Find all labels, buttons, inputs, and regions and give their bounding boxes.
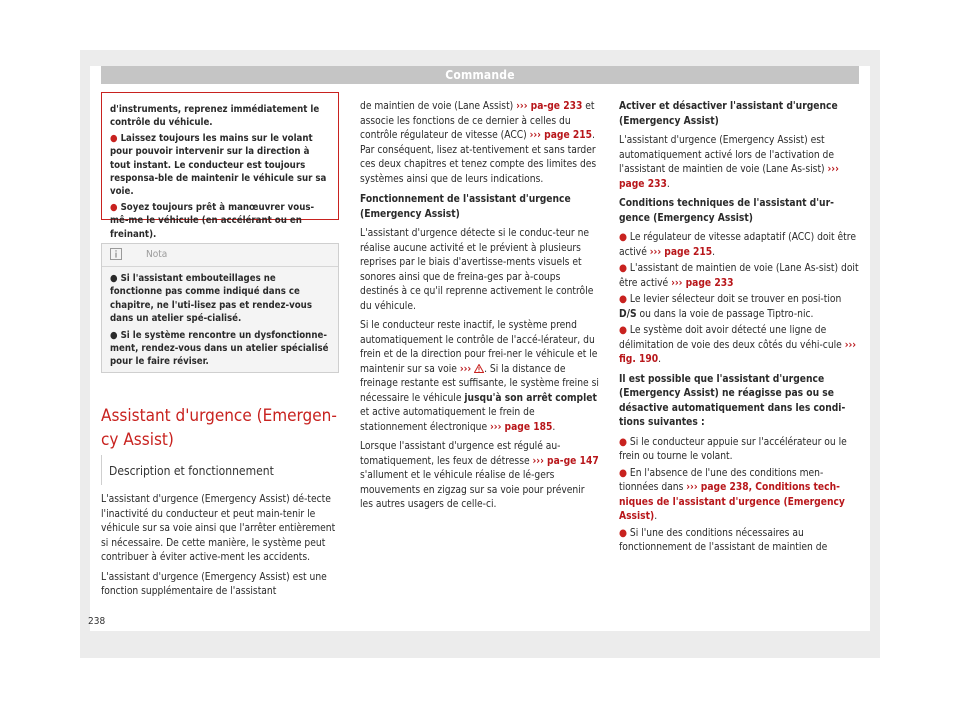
page-link[interactable]: ››› page 185 (490, 421, 553, 433)
list-item (619, 527, 859, 556)
paragraph (360, 100, 600, 187)
subtitle-divider (101, 455, 102, 485)
column-2 (360, 100, 600, 518)
section-title: Assistant d'urgence (Emergen-cy Assist) (101, 406, 337, 450)
page-link[interactable]: ››› pa-ge 147 (532, 455, 599, 467)
text: ou dans la voie de passage Tiptro-nic. (636, 308, 814, 320)
note-box (101, 243, 339, 373)
paragraph: L'assistant d'urgence (Emergency Assist) est une fonction supplémentaire de l'assistant (101, 571, 327, 597)
paragraph (619, 134, 859, 192)
paragraph: L'assistant d'urgence (Emergency Assist) dé-tecte l'inactivité du conducteur et peut main-tenir le véhicule sur sa voie ainsi que l'arrêter entièrement si nécessaire. De cette manière, le système peut contribuer à éviter active-ment les accidents. (101, 494, 336, 563)
note-text: Si l'assistant embouteillages ne fonctionne pas comme indiqué dans ce chapitre, ne l'uti-lisez pas et rendez-vous dans un atelier spé-cialisé. (110, 273, 312, 325)
bullet-icon: ● (619, 325, 627, 336)
text: et associe les fonctions de ce dernier à celles du contrôle régulateur de vitesse (ACC) (360, 101, 595, 141)
bullet-icon: ● (110, 273, 118, 284)
page-link[interactable]: ››› page 215 (529, 130, 592, 141)
emphasis: D/S (619, 308, 637, 320)
figure-link[interactable]: ››› fig. 190 (619, 339, 857, 365)
text: Si le conducteur appuie sur l'accélérateur ou le frein ou tourne le volant. (619, 436, 847, 462)
warning-text: Laissez toujours les mains sur le volant pour pouvoir intervenir sur la direction à tout instant. Le conducteur est toujours responsa-ble de maintenir le véhicule sur sa voie. (110, 132, 327, 198)
list-item (619, 467, 859, 525)
text: . Si la distance de freinage restante est suffisante, le système freine si nécessaire le véhicule (360, 363, 599, 404)
warning-bullet-item (110, 132, 330, 199)
note-item (110, 272, 330, 326)
subheading: Il est possible que l'assistant d'urgence (Emergency Assist) ne réagisse pas ou se désactive automatiquement dans les condi-tions suivantes : (619, 373, 846, 428)
page-link[interactable]: ››› pa-ge 233 (516, 101, 583, 112)
note-title: Nota (146, 249, 168, 260)
text: Si l'une des conditions nécessaires au fonctionnement de l'assistant de maintien de (619, 527, 828, 553)
text: de maintien de voie (Lane Assist) (360, 101, 517, 112)
bullet-icon: ● (619, 436, 627, 448)
text: s'allument et le véhicule réalise de lé-gers mouvements en zigzag sur sa voie pour prévenir les autres usagers de celle-ci. (360, 470, 585, 510)
page-number: 238 (88, 616, 106, 627)
running-header: Commande (101, 66, 859, 84)
warning-link[interactable]: ››› (459, 363, 472, 375)
bullet-icon: ● (110, 329, 118, 341)
note-item (110, 329, 330, 369)
warning-text: Soyez toujours prêt à manœuvrer vous-mê-me le véhicule (en accélérant ou en freinant). (110, 201, 315, 240)
text: Le régulateur de vitesse adaptatif (ACC) doit être activé (619, 232, 856, 258)
warning-box (101, 92, 339, 240)
warning-triangle-icon (474, 364, 484, 373)
text: . (712, 246, 716, 258)
subheading: Fonctionnement de l'assistant d'urgence (Emergency Assist) (360, 194, 571, 220)
list-item (619, 262, 859, 291)
page-link[interactable]: ››› page 233 (619, 164, 839, 190)
bullet-icon: ● (110, 201, 118, 213)
page-link[interactable]: ››› page 215 (649, 246, 713, 258)
bullet-icon: ● (619, 294, 627, 305)
note-text: Si le système rencontre un dysfonctionne-ment, rendez-vous dans un atelier spécialisé pour le faire réviser. (110, 329, 329, 368)
paragraph (360, 440, 600, 513)
page-link[interactable]: ››› page 233 (671, 277, 734, 289)
warning-bullet-item (110, 201, 330, 241)
list-item (619, 324, 859, 368)
bullet-icon: ● (110, 132, 118, 144)
paragraph: L'assistant d'urgence détecte si le conduc-teur ne réalise aucune activité et le prévient à plusieurs reprises par le biais d'avertisse-ments visuels et sonores ainsi que de freina-ges par à-coups destinés à ce qu'il reprenne activement le contrôle du véhicule. (360, 228, 594, 312)
paragraph (360, 319, 600, 435)
text: . (658, 354, 662, 365)
text: Le système doit avoir détecté une ligne de délimitation de voie des deux côtés du véhi-cule (619, 325, 845, 351)
info-icon (110, 248, 122, 260)
warning-line: d'instruments, reprenez immédiatement le contrôle du véhicule. (110, 104, 320, 129)
bullet-icon: ● (619, 263, 627, 274)
bullet-icon: ● (619, 467, 627, 479)
text: Le levier sélecteur doit se trouver en posi-tion (629, 294, 842, 305)
text: L'assistant d'urgence (Emergency Assist) est automatiquement activé lors de l'activation de l'assistant de maintien de voie (Lane As-sist) (619, 135, 835, 175)
text: . (654, 511, 658, 522)
bullet-icon: ● (619, 232, 627, 243)
subheading: Activer et désactiver l'assistant d'urgence (Emergency Assist) (619, 101, 838, 127)
subheading: Conditions techniques de l'assistant d'ur-gence (Emergency Assist) (619, 198, 834, 224)
note-body (102, 267, 338, 369)
text: . (552, 421, 556, 433)
list-item (619, 293, 859, 322)
text: . (666, 178, 670, 190)
column-3 (619, 100, 859, 561)
text: Si le conducteur reste inactif, le système prend automatiquement le contrôle de l'accé-lérateur, du frein et de la direction pour frei-ner le véhicule et le maintenir sur sa voie (360, 320, 598, 375)
text: et active automatiquement le frein de stationnement électronique (360, 407, 535, 433)
list-item (619, 436, 859, 465)
emphasis: jusqu'à son arrêt complet (464, 392, 597, 404)
text: . Par conséquent, lisez at-tentivement et sans tarder ces deux chapitres et tenez compte des limites des systèmes ainsi que de leurs indications. (360, 130, 597, 185)
note-header (102, 244, 338, 267)
list-item (619, 231, 859, 260)
column-1 (101, 493, 341, 605)
page-link[interactable]: ››› page 238, Conditions tech-niques de l'assistant d'urgence (Emergency Assist) (619, 482, 845, 522)
bullet-icon: ● (619, 527, 627, 539)
text: Lorsque l'assistant d'urgence est régulé au-tomatiquement, les feux de détresse (360, 441, 561, 467)
text: En l'absence de l'une des conditions men-tionnées dans (619, 467, 824, 493)
text: L'assistant de maintien de voie (Lane As-sist) doit être activé (619, 263, 859, 289)
section-subtitle: Description et fonctionnement (109, 464, 274, 478)
